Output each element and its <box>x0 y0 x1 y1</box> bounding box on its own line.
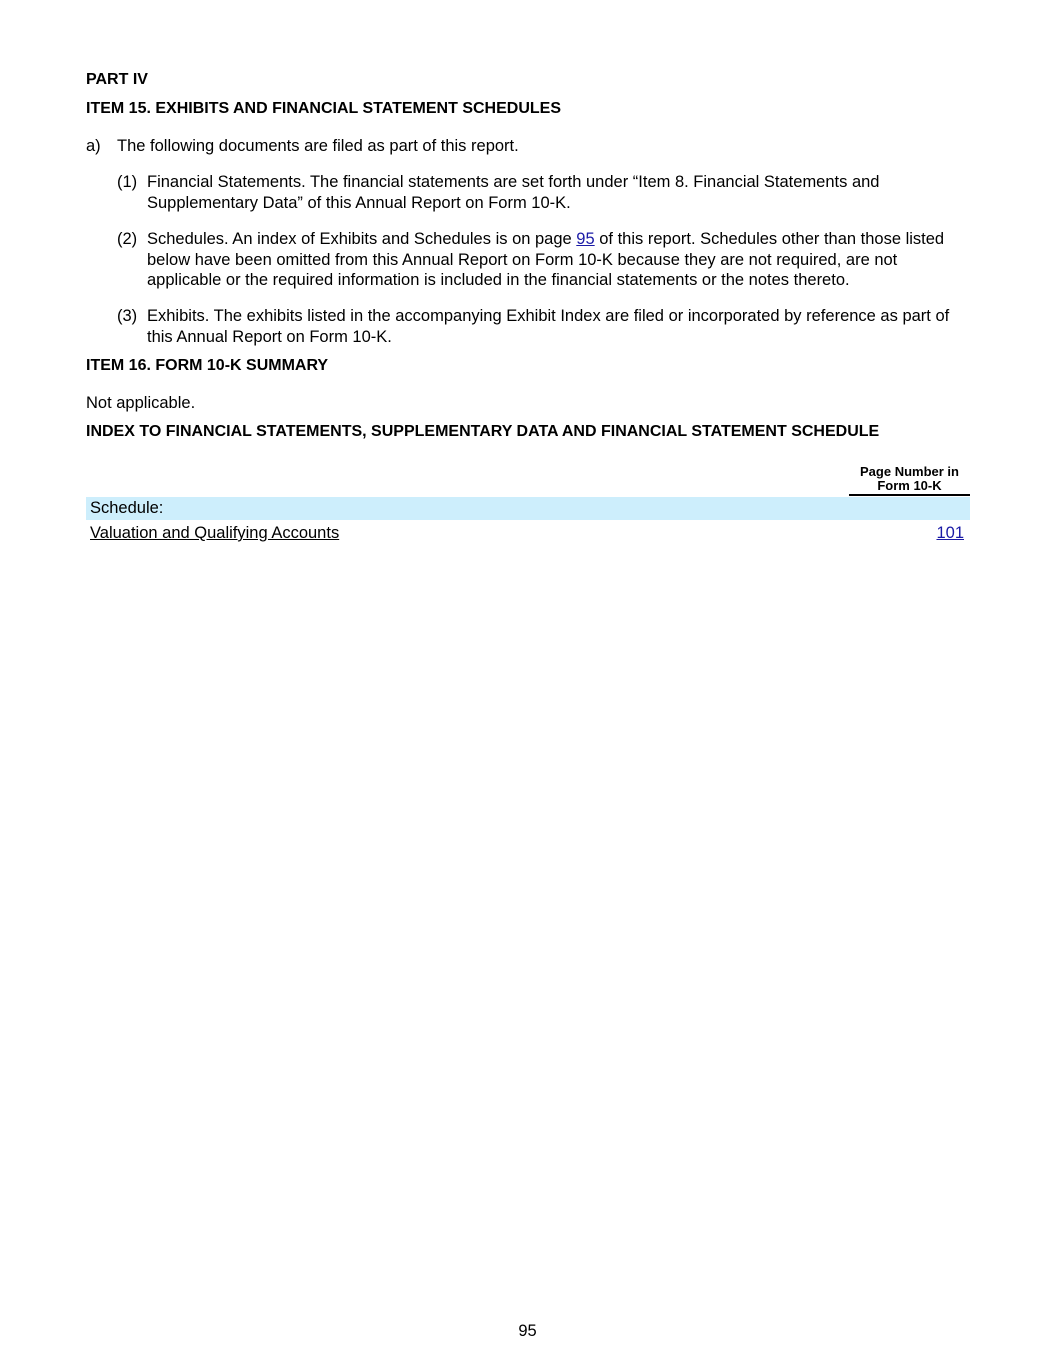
item15-a-label: a) <box>86 137 101 155</box>
list-text-before: Schedules. An index of Exhibits and Schedules is on page <box>147 230 577 248</box>
item15-a-text: The following documents are filed as part of this report. <box>117 137 519 155</box>
list-text-after: of this report. Schedules other than those listed below have been omitted from this Annual Report on Form 10-K because they are not required, are not applicable or the required information is included in the financial statements or the notes thereto. <box>147 230 945 289</box>
list-number: (3) <box>117 307 138 325</box>
list-text: Financial Statements. The financial statements are set forth under “Item 8. Financial Statements and Supplementary Data” of this Annual Report on Form 10-K. <box>147 173 880 212</box>
item16-text: Not applicable. <box>86 394 196 412</box>
table-row <box>86 522 970 545</box>
item15-heading: ITEM 15. EXHIBITS AND FINANCIAL STATEMENT SCHEDULES <box>86 100 561 117</box>
list-number: (1) <box>117 173 138 191</box>
item16-heading: ITEM 16. FORM 10-K SUMMARY <box>86 357 329 374</box>
list-text: Exhibits. The exhibits listed in the accompanying Exhibit Index are filed or incorporated by reference as part of this Annual Report on Form 10-K. <box>147 307 950 346</box>
list-number: (2) <box>117 230 138 248</box>
list-text <box>147 229 962 291</box>
page-number-footer: 95 <box>518 1322 537 1340</box>
index-heading: INDEX TO FINANCIAL STATEMENTS, SUPPLEMENTARY DATA AND FINANCIAL STATEMENT SCHEDULE <box>86 423 880 440</box>
page-101-link[interactable]: 101 <box>936 524 964 542</box>
column-header-line1: Page Number in <box>860 464 959 479</box>
valuation-accounts-link[interactable]: Valuation and Qualifying Accounts <box>90 524 340 542</box>
part-heading: PART IV <box>86 71 148 88</box>
page-95-link[interactable]: 95 <box>576 230 595 248</box>
page-number-column-header <box>849 465 970 496</box>
schedule-section-label: Schedule: <box>90 499 164 517</box>
column-header-line2: Form 10-K <box>877 478 942 493</box>
schedule-section-row <box>86 497 970 520</box>
